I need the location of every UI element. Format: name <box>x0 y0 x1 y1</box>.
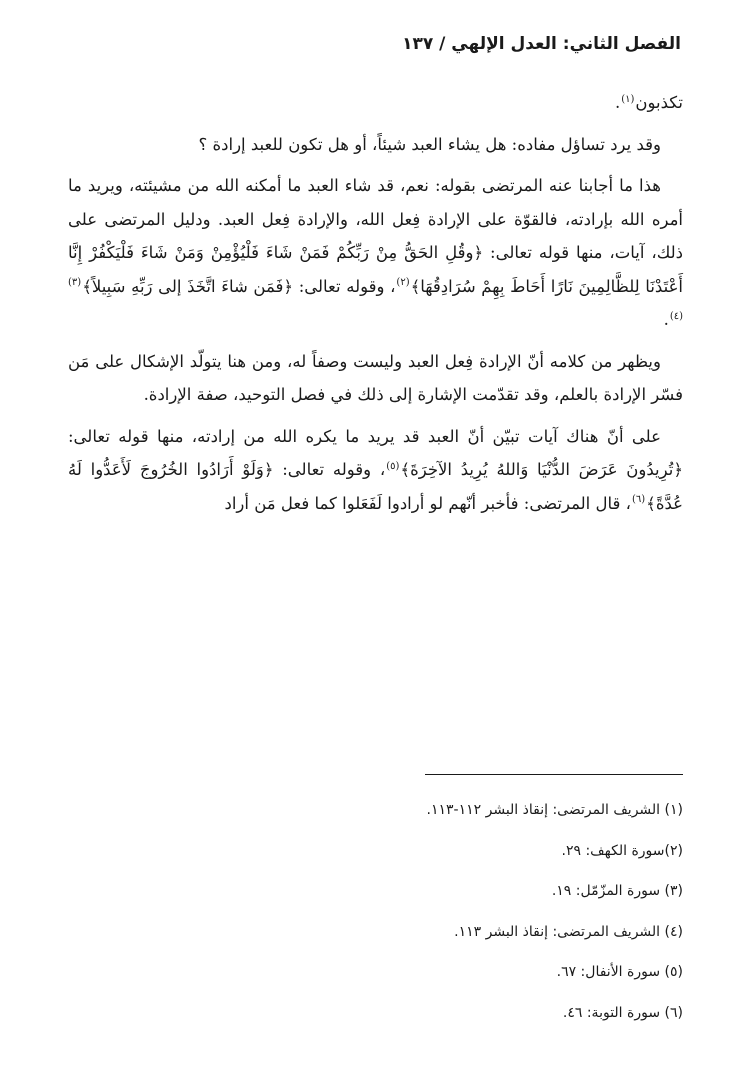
paragraph-2 <box>68 169 683 337</box>
quran-verse-muzzammil: ﴿فَمَن شاءَ اتَّخَذَ إلى رَبِّهِ سَبِيلاً﴾ <box>82 276 294 296</box>
running-header: الفصل الثاني: العدل الإلهي / ١٣٧ <box>402 34 681 54</box>
p0-end: . <box>614 93 621 112</box>
p4-text-b: ، وقوله تعالى: <box>273 460 386 479</box>
footnote-ref-2[interactable]: (٢) <box>396 277 410 288</box>
paragraph-4 <box>68 420 683 521</box>
footnote-2: (٢)سورة الكهف: ٢٩. <box>561 842 683 859</box>
footnote-ref-6[interactable]: (٦) <box>631 494 646 505</box>
p2-text-a: هذا ما أجابنا عنه المرتضى بقوله: نعم، قد شاء العبد ما أمكنه الله من مشيئته، ويريد ما أمره الله بإرادته، فالقوّة على الإرادة فِعل الله، والإرادة فِعل العبد. ودليل المرتضى على ذلك، آيات، منها قوله تعالى: <box>68 176 683 262</box>
p2-text-b: ، وقوله تعالى: <box>293 276 396 296</box>
footnotes <box>68 790 683 1033</box>
p4-text-c: ، قال المرتضى: فأخبر أنّهم لو أرادوا لَفَعَلوا كما فعل مَن أراد <box>224 493 631 513</box>
footnote-separator <box>425 774 683 775</box>
paragraph-0 <box>68 86 683 120</box>
p0-text: تكذبون <box>635 93 683 112</box>
quran-verse-kahf: ﴿وقُلِ الحَقُّ مِنْ رَبِّكُمْ فَمَنْ شَاءَ فَلْيُؤْمِنْ وَمَنْ شَاءَ فَلْيَكْفُرْ إِنَّا أَعْتَدْنَا لِلظَّالِمِينَ نَارًا أَحَاطَ بِهِمْ سُرَادِقُهَا﴾ <box>68 243 683 296</box>
p2-end: . <box>663 310 669 329</box>
quran-verse-tawba: ﴿وَلَوْ أَرَادُوا الخُرُوجَ لَأَعَدُّوا لَهُ عُدَّةً﴾ <box>68 460 683 513</box>
footnote-ref-5[interactable]: (٥) <box>386 460 400 472</box>
paragraph-3: ويظهر من كلامه أنّ الإرادة فِعل العبد وليست وصفاً له، ومن هنا يتولّد الإشكال على مَن فسّر الإرادة بالعلم، وقد تقدّمت الإشارة إلى ذلك في فصل التوحيد، صفة الإرادة. <box>68 351 683 404</box>
footnote-ref-3-4[interactable]: (٣)(٤) <box>68 277 683 322</box>
footnote-3: (٣) سورة المزّمّل: ١٩. <box>551 883 683 899</box>
quran-verse-anfal: ﴿تُرِيدُونَ عَرَضَ الدُّنْيَا وَاللهُ يُرِيدُ الآخِرَةَ﴾ <box>400 460 684 479</box>
body-text <box>68 86 683 528</box>
paragraph-1: وقد يرد تساؤل مفاده: هل يشاء العبد شيئاً، أو هل تكون للعبد إرادة ؟ <box>198 134 661 154</box>
footnote-5: (٥) سورة الأنفال: ٦٧. <box>556 964 683 980</box>
footnote-ref-1[interactable]: (١) <box>621 93 635 105</box>
footnote-1: (١) الشريف المرتضى: إنقاذ البشر ١١٢-١١٣. <box>426 802 683 818</box>
footnote-4: (٤) الشريف المرتضى: إنقاذ البشر ١١٣. <box>454 923 683 940</box>
footnote-6: (٦) سورة التوبة: ٤٦. <box>562 1004 683 1021</box>
p4-text-a: على أنّ هناك آيات تبيّن أنّ العبد قد يريد ما يكره الله من إرادته، منها قوله تعالى: <box>68 426 661 446</box>
